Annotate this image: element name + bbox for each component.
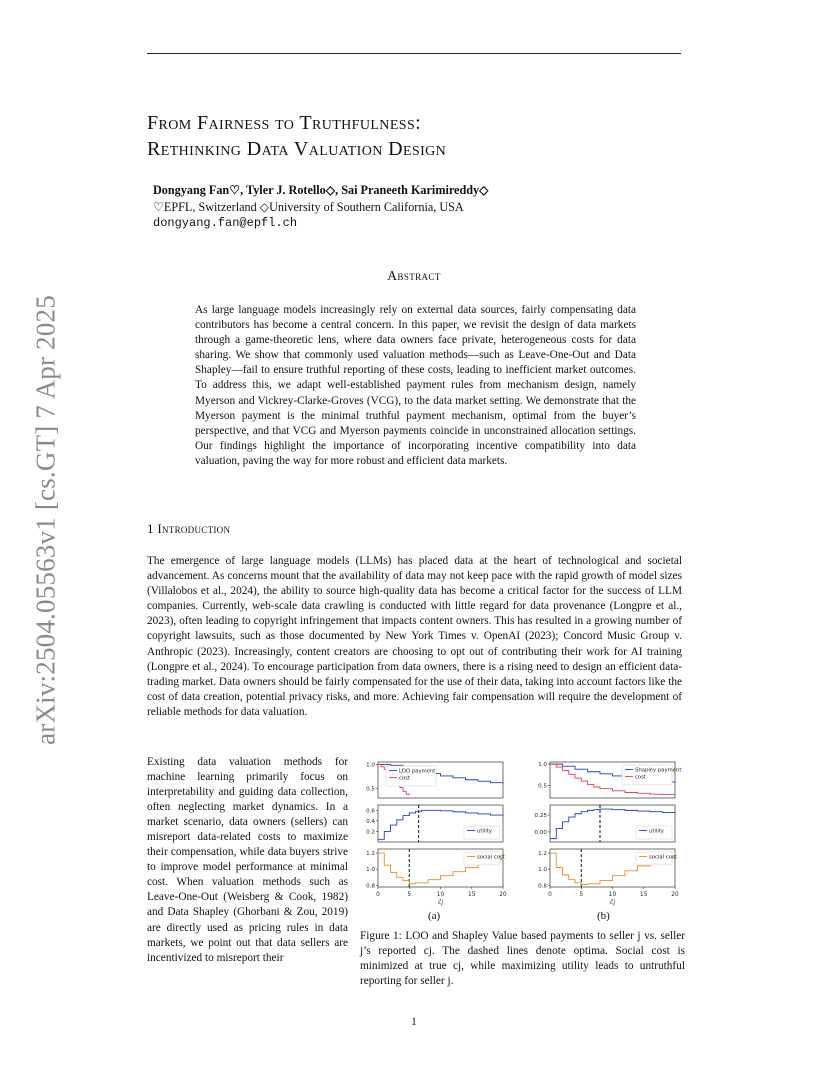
page-number: 1 — [411, 1016, 417, 1028]
xlabel-b-bottom: ĉj — [610, 899, 615, 906]
legend-label-a-top-0: LOO payment — [399, 768, 436, 775]
ytick-label-b-middle-1: 0.00 — [534, 829, 547, 836]
xtick-label-a-bottom-4: 20 — [499, 892, 507, 898]
xtick-label-b-bottom-4: 20 — [671, 892, 679, 898]
arxiv-identifier: arXiv:2504.05563v1 [cs.GT] 7 Apr 2025 — [30, 295, 61, 745]
xtick-label-b-bottom-1: 5 — [579, 892, 584, 898]
legend-label-a-middle-0: utility — [477, 828, 493, 835]
ytick-label-b-middle-0: 0.25 — [534, 813, 547, 820]
ytick-label-a-top-1: 0.5 — [366, 786, 375, 793]
legend-label-b-bottom-0: social cost — [649, 854, 677, 861]
header-rule — [147, 53, 681, 54]
ytick-label-a-middle-2: 0.2 — [366, 829, 375, 836]
abstract-heading: Abstract — [387, 268, 441, 283]
ytick-label-a-middle-1: 0.4 — [366, 818, 375, 825]
xlabel-a-bottom: ĉj — [438, 899, 443, 906]
xtick-label-b-bottom-0: 0 — [548, 892, 552, 898]
ytick-label-b-bottom-0: 1.2 — [538, 851, 547, 858]
subfigure-label-a: (a) — [428, 910, 441, 922]
ytick-label-b-top-0: 1.0 — [538, 762, 547, 769]
author-list: Dongyang Fan♡, Tyler J. Rotello◇, Sai Praneeth Karimireddy◇ — [153, 183, 489, 197]
legend-label-a-bottom-0: social cost — [477, 854, 505, 861]
subfigure-label-b: (b) — [597, 910, 610, 922]
legend-label-a-top-1: cost — [399, 775, 410, 782]
ytick-label-a-bottom-0: 1.2 — [366, 851, 375, 858]
legend-label-b-top-1: cost — [635, 774, 646, 781]
figure-1-caption: Figure 1: LOO and Shapley Value based payments to seller j vs. seller j’s reported cj. The dashed lines denote optima. Social cost is minimized at true cj, while maximizing utility leads to untruthful reporting for seller j. — [360, 930, 685, 988]
introduction-paragraph: The emergence of large language models (LLMs) has placed data at the heart of technological and societal advancement. As concerns mount that the availability of data may not keep pace with the rapid growth of model sizes (Villalobos et al., 2024), the ability to source high-quality data has become a critical factor for the success of LLM companies. Currently, web-scale data crawling is conducted with little regard for data provenance (Longpre et al., 2023), often leading to copyright infringement that impacts content owners. This has resulted in a growing number of copyright lawsuits, such as those documented by New York Times v. OpenAI (2023); Concord Music Group v. Anthropic (2023). Increasingly, content creators are choosing to opt out of contributing their work for AI training (Longpre et al., 2024). To encourage participation from data owners, there is a rising need to design an efficient data-trading market. Data owners should be fairly compensated for the use of their data, taking into account factors like the cost of data creation, potential privacy risks, and more. Achieving fair compensation will require the development of reliable methods for data valuation. — [147, 555, 682, 718]
ytick-label-a-top-0: 1.0 — [366, 762, 375, 769]
legend-label-b-top-0: Shapley payment — [635, 767, 682, 774]
ytick-label-b-bottom-2: 0.8 — [538, 883, 547, 890]
ytick-label-a-middle-0: 0.6 — [366, 808, 375, 815]
abstract-text: As large language models increasingly rely on external data sources, fairly compensating data contributors has become a central concern. In this paper, we revisit the design of data markets through a game-theoretic lens, where data owners face private, heterogeneous costs for data sharing. We show that commonly used valuation methods—such as Leave-One-Out and Data Shapley—fail to ensure truthful reporting of these costs, leading to inefficient market outcomes. To address this, we adapt well-established payment rules from mechanism design, namely Myerson and Vickrey-Clarke-Groves (VCG), to the data market setting. We demonstrate that the Myerson payment is the minimal truthful payment mechanism, optimal from the buyer’s perspective, and that VCG and Myerson payments coincide in unconstrained allocation settings. Our findings highlight the importance of incorporating incentive compatibility into data valuation, paving the way for more robust and efficient data markets. — [195, 304, 636, 467]
ytick-label-b-bottom-1: 1.0 — [538, 867, 547, 874]
title-line-2: Rethinking Data Valuation Design — [147, 138, 447, 160]
xtick-label-a-bottom-3: 15 — [468, 892, 476, 898]
xtick-label-b-bottom-2: 10 — [608, 892, 617, 898]
xtick-label-b-bottom-3: 15 — [640, 892, 648, 898]
ytick-label-a-bottom-2: 0.8 — [366, 883, 375, 890]
paper-title — [147, 110, 446, 162]
contact-email[interactable]: dongyang.fan@epfl.ch — [153, 216, 298, 230]
xtick-label-a-bottom-1: 5 — [407, 892, 412, 898]
affiliations: ♡EPFL, Switzerland ◇University of Southern California, USA — [153, 200, 464, 214]
ytick-label-b-top-1: 0.5 — [538, 783, 547, 790]
introduction-left-column: Existing data valuation methods for machine learning primarily focus on interpretability and guiding data collection, often neglecting market dynamics. In a market scenario, data owners (sellers) can misreport data-related costs to maximize their compensation, while data buyers strive to improve model performance at minimal cost. When valuation methods such as Leave-One-Out (Weisberg & Cook, 1982) and Data Shapley (Ghorbani & Zou, 2019) are directly used as pricing rules in data markets, we point out that data sellers are incentivized to misreport their — [147, 756, 348, 964]
ytick-label-a-bottom-1: 1.0 — [366, 867, 375, 874]
section-heading-introduction: 1 Introduction — [147, 521, 231, 536]
xtick-label-a-bottom-2: 10 — [436, 892, 445, 898]
legend-label-b-middle-0: utility — [649, 828, 665, 835]
figure-1-plots — [350, 757, 690, 922]
title-line-1: From Fairness to Truthfulness: — [147, 112, 422, 134]
xtick-label-a-bottom-0: 0 — [376, 892, 380, 898]
